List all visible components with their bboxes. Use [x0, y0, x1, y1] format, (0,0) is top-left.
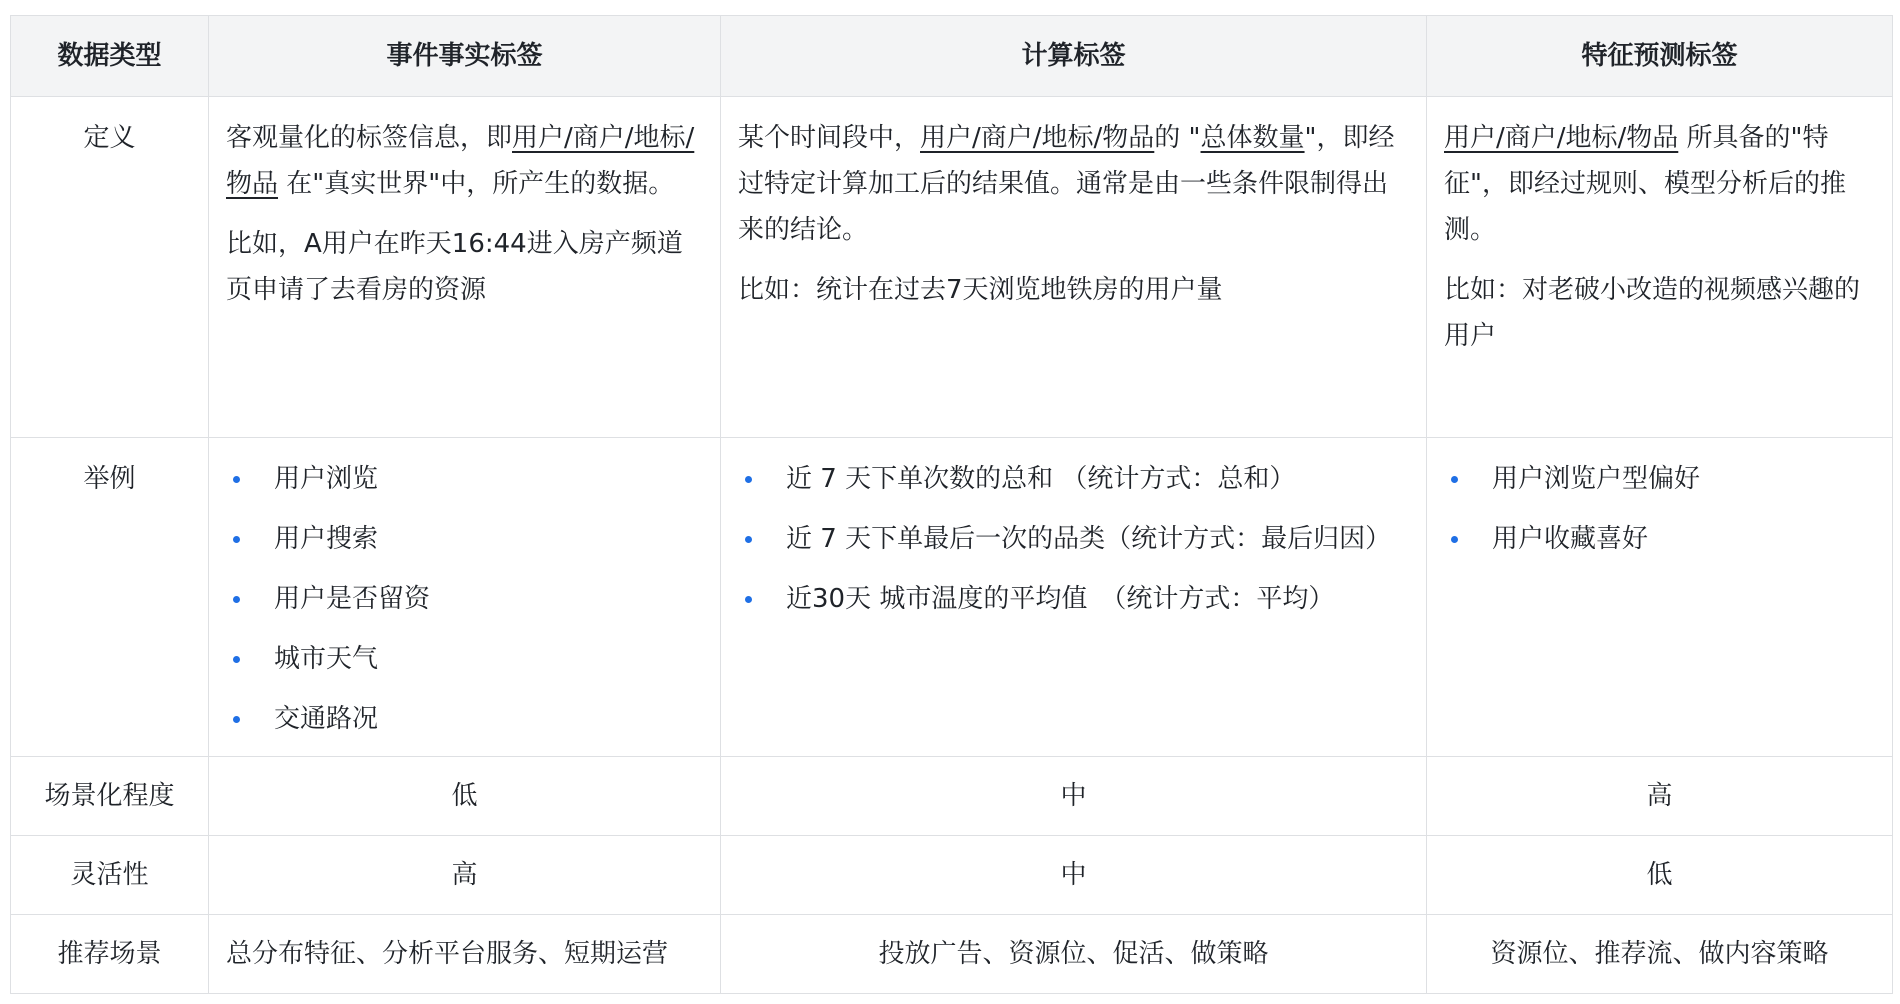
scene-level-row: [11, 757, 1893, 836]
definition-label: 定义: [83, 123, 136, 153]
tag-comparison-table-wrapper: [10, 15, 1892, 994]
definition-predict-text-post: 所具备的"特征"，即经过规则、模型分析后的推测。: [1444, 123, 1846, 245]
definition-event-text-post: 在"真实世界"中，所产生的数据。: [278, 169, 675, 199]
list-item: 城市天气: [226, 636, 703, 682]
definition-predict-example: 比如：对老破小改造的视频感兴趣的用户: [1444, 275, 1861, 351]
list-item: 用户是否留资: [226, 576, 703, 622]
scene-level-calc: 中: [721, 757, 1427, 836]
list-item: 用户浏览户型偏好: [1444, 456, 1875, 502]
examples-event-cell: [209, 438, 721, 757]
definition-event-underlined: 用户/商户/地标/物品: [226, 123, 695, 199]
recommend-row: [11, 915, 1893, 994]
recommend-label: 推荐场景: [11, 915, 209, 994]
definition-calc-cell: [721, 97, 1427, 438]
recommend-event: 总分布特征、分析平台服务、短期运营: [209, 915, 721, 994]
flexibility-row: [11, 836, 1893, 915]
definition-calc-text: [738, 115, 1409, 253]
examples-calc-list: [738, 438, 1409, 622]
header-data-type: 数据类型: [11, 16, 209, 97]
examples-label: 举例: [83, 464, 136, 494]
definition-predict-underlined: 用户/商户/地标/物品: [1444, 123, 1679, 153]
definition-label-cell: [11, 97, 209, 438]
list-item: 用户浏览: [226, 456, 703, 502]
definition-calc-text-pre: 某个时间段中，: [738, 123, 921, 153]
definition-row: [11, 97, 1893, 438]
definition-calc-text-post: "，即经过特定计算加工后的结果值。通常是由一些条件限制得出来的结论。: [738, 123, 1395, 245]
header-predict-tag: 特征预测标签: [1427, 16, 1893, 97]
list-item: 用户搜索: [226, 516, 703, 562]
recommend-calc: 投放广告、资源位、促活、做策略: [721, 915, 1427, 994]
list-item: 近 7 天下单次数的总和 （统计方式：总和）: [738, 456, 1409, 502]
definition-predict-cell: [1427, 97, 1893, 438]
examples-row: [11, 438, 1893, 757]
scene-level-predict: 高: [1427, 757, 1893, 836]
definition-calc-underlined-1: 用户/商户/地标/物品: [920, 123, 1155, 153]
definition-event-text-pre: 客观量化的标签信息，即: [226, 123, 513, 153]
list-item: 近 7 天下单最后一次的品类（统计方式：最后归因）: [738, 516, 1409, 562]
examples-predict-cell: [1427, 438, 1893, 757]
examples-calc-cell: [721, 438, 1427, 757]
definition-calc-text-mid: 的 ": [1154, 123, 1201, 153]
header-row: [11, 16, 1893, 97]
header-event-tag: 事件事实标签: [209, 16, 721, 97]
scene-level-event: 低: [209, 757, 721, 836]
examples-predict-list: [1444, 438, 1875, 562]
definition-predict-text: [1444, 115, 1875, 253]
recommend-predict: 资源位、推荐流、做内容策略: [1427, 915, 1893, 994]
list-item: 用户收藏喜好: [1444, 516, 1875, 562]
definition-calc-underlined-2: 总体数量: [1200, 123, 1305, 153]
flexibility-event: 高: [209, 836, 721, 915]
definition-calc-example: 比如：统计在过去7天浏览地铁房的用户量: [738, 275, 1223, 305]
definition-event-example: 比如，A用户在昨天16:44进入房产频道页申请了去看房的资源: [226, 229, 683, 305]
header-calc-tag: 计算标签: [721, 16, 1427, 97]
definition-event-text: [226, 115, 703, 207]
list-item: 交通路况: [226, 696, 703, 742]
scene-level-label: 场景化程度: [11, 757, 209, 836]
list-item: 近30天 城市温度的平均值 （统计方式：平均）: [738, 576, 1409, 622]
flexibility-predict: 低: [1427, 836, 1893, 915]
examples-event-list: [226, 438, 703, 742]
flexibility-label: 灵活性: [11, 836, 209, 915]
flexibility-calc: 中: [721, 836, 1427, 915]
definition-event-cell: [209, 97, 721, 438]
examples-label-cell: [11, 438, 209, 757]
tag-comparison-table: [10, 15, 1893, 994]
